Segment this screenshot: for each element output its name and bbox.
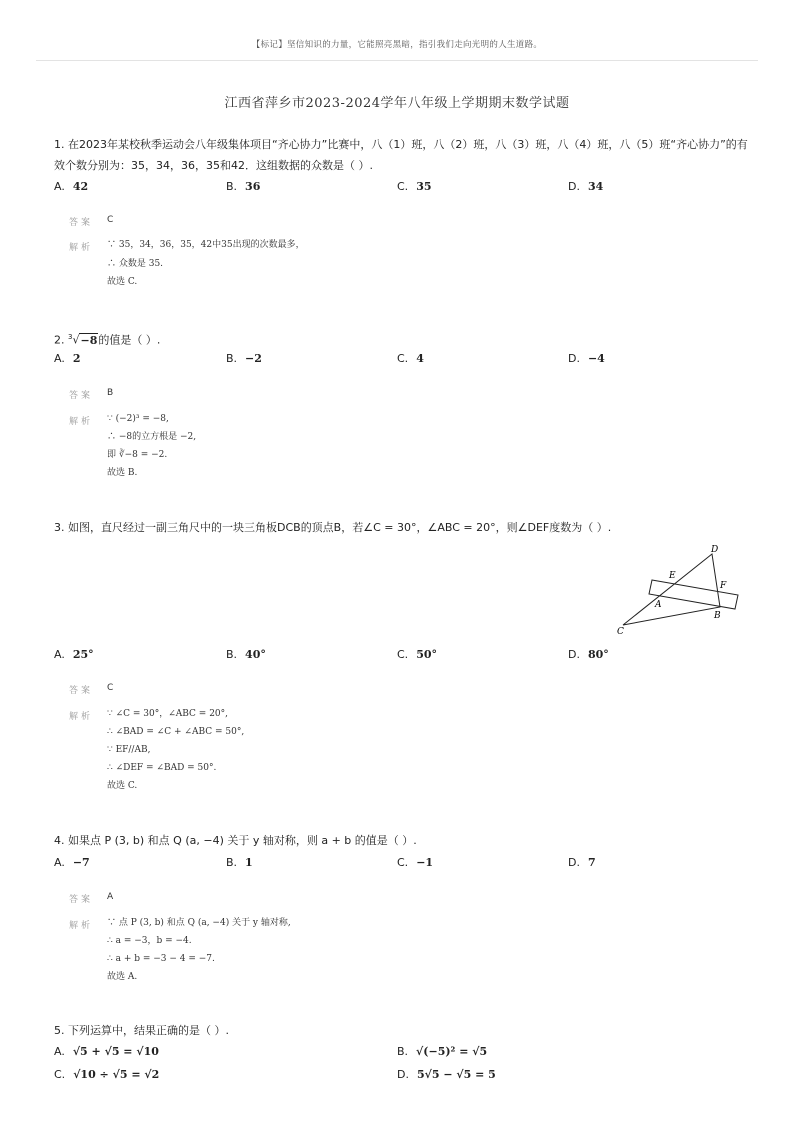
- q1-option-a[interactable]: A. 42: [54, 180, 89, 193]
- header-divider: [36, 60, 758, 61]
- header-motto: 【标记】坚信知识的力量，它能照亮黑暗，指引我们走向光明的人生道路。: [251, 40, 543, 50]
- q3-option-a[interactable]: A. 25°: [54, 648, 94, 661]
- q4-option-a[interactable]: A. −7: [54, 856, 90, 869]
- q3-label-e: E: [669, 571, 676, 581]
- q1-option-d[interactable]: D. 34: [568, 180, 604, 193]
- q2-solution-3: 即 ∛−8 = −2.: [107, 450, 168, 460]
- q1-option-b[interactable]: B. 36: [226, 180, 261, 193]
- q3-solution-3: ∵ EF//AB,: [107, 745, 151, 755]
- q4-stem: 4. 如果点 P (3, b) 和点 Q (a, −4) 关于 y 轴对称，则 a + b 的值是（ ）.: [54, 834, 417, 847]
- q1-answer: C: [107, 215, 114, 225]
- q3-label-d: D: [711, 545, 719, 555]
- q4-answer-label: 答案: [69, 895, 94, 905]
- q3-solution-4: ∴ ∠DEF = ∠BAD = 50°.: [107, 763, 217, 773]
- q3-label-c: C: [617, 627, 624, 637]
- q2-answer-label: 答案: [69, 391, 94, 401]
- q3-solution-2: ∴ ∠BAD = ∠C + ∠ABC = 50°,: [107, 727, 245, 737]
- q4-solution-2: ∴ a = −3，b = −4.: [107, 936, 192, 946]
- q2-solution-4: 故选 B.: [107, 468, 138, 478]
- q2-option-a[interactable]: A. 2: [54, 352, 81, 365]
- q3-stem: 3. 如图，直尺经过一副三角尺中的一块三角板DCB的顶点B，若∠C = 30°，∠ABC = 20°，则∠DEF度数为（ ）.: [54, 521, 612, 534]
- q3-answer-label: 答案: [69, 686, 94, 696]
- q1-answer-label: 答案: [69, 218, 94, 228]
- q3-option-c[interactable]: C. 50°: [397, 648, 437, 661]
- q2-solution-1: ∵ (−2)³ = −8,: [107, 414, 169, 424]
- q4-analysis-label: 解析: [69, 921, 94, 931]
- q1-solution-3: 故选 C.: [107, 277, 138, 287]
- q5-option-a[interactable]: A. √5 + √5 = √10: [54, 1045, 159, 1058]
- q3-analysis-label: 解析: [69, 712, 94, 722]
- q1-stem-line1: 1. 在2023年某校秋季运动会八年级集体项目“齐心协力”比赛中，八（1）班，八（2）班，八（3）班，八（4）班，八（5）班“齐心协力”的有: [54, 138, 748, 151]
- q1-solution-2: ∴ 众数是 35.: [107, 259, 164, 269]
- q2-solution-2: ∴ −8的立方根是 −2,: [107, 432, 197, 442]
- q2-option-c[interactable]: C. 4: [397, 352, 424, 365]
- q2-option-b[interactable]: B. −2: [226, 352, 262, 365]
- q4-answer: A: [107, 892, 114, 902]
- q2-answer: B: [107, 388, 114, 398]
- q3-label-a: A: [655, 600, 662, 610]
- q3-label-f: F: [720, 581, 727, 591]
- q2-analysis-label: 解析: [69, 417, 94, 427]
- q1-analysis-label: 解析: [69, 243, 94, 253]
- q5-option-c[interactable]: C. √10 ÷ √5 = √2: [54, 1068, 160, 1081]
- q4-solution-1: ∵ 点 P (3, b) 和点 Q (a, −4) 关于 y 轴对称,: [107, 918, 291, 928]
- q2-option-d[interactable]: D. −4: [568, 352, 605, 365]
- q5-option-b[interactable]: B. √(−5)² = √5: [397, 1045, 488, 1058]
- q2-stem: 2. $^3$√−8的值是（ ）.: [54, 328, 160, 350]
- q3-solution-5: 故选 C.: [107, 781, 138, 791]
- page-title: 江西省萍乡市2023-2024学年八年级上学期期末数学试题: [224, 96, 570, 111]
- q1-option-c[interactable]: C. 35: [397, 180, 432, 193]
- q2-radical: $^3$√−8: [68, 333, 98, 347]
- q5-stem: 5. 下列运算中，结果正确的是（ ）.: [54, 1024, 229, 1037]
- q5-option-d[interactable]: D. 5√5 − √5 = 5: [397, 1068, 496, 1081]
- q3-label-b: B: [714, 611, 721, 621]
- q4-option-b[interactable]: B. 1: [226, 856, 253, 869]
- q1-stem-line2: 效个数分别为：35，34，36，35和42．这组数据的众数是（ ）.: [54, 159, 373, 172]
- q3-option-b[interactable]: B. 40°: [226, 648, 266, 661]
- q3-answer: C: [107, 683, 114, 693]
- q4-option-d[interactable]: D. 7: [568, 856, 596, 869]
- q1-solution-1: ∵ 35，34，36，35，42中35出现的次数最多，: [107, 240, 305, 250]
- q4-solution-3: ∴ a + b = −3 − 4 = −7.: [107, 954, 215, 964]
- q3-option-d[interactable]: D. 80°: [568, 648, 609, 661]
- q4-solution-4: 故选 A.: [107, 972, 138, 982]
- q4-option-c[interactable]: C. −1: [397, 856, 434, 869]
- q3-solution-1: ∵ ∠C = 30°，∠ABC = 20°,: [107, 709, 229, 719]
- q3-figure: [610, 540, 750, 640]
